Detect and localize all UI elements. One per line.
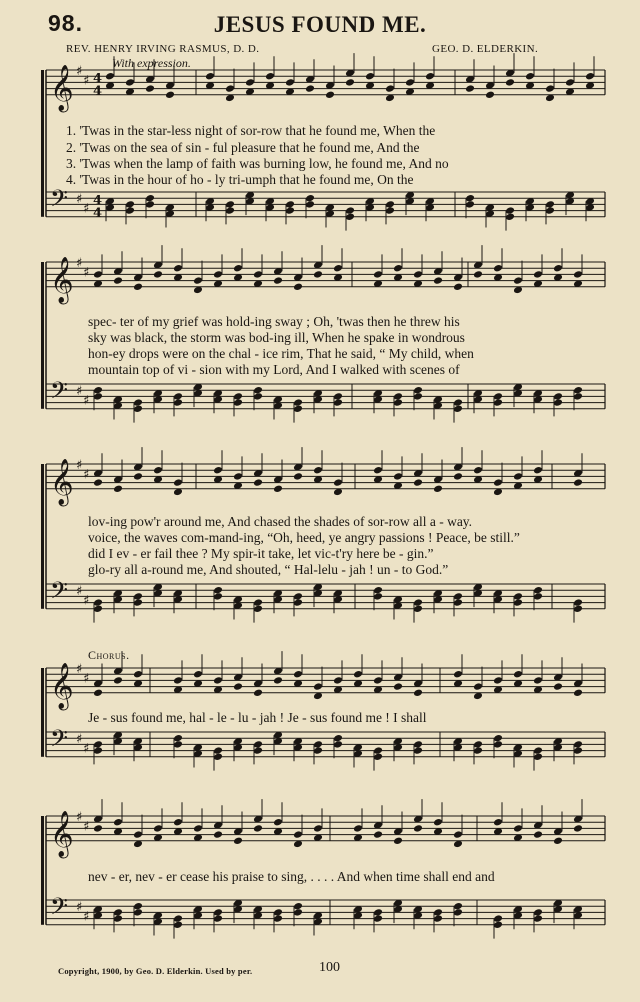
notehead: [385, 206, 395, 215]
notehead: [573, 605, 583, 614]
notehead: [133, 670, 143, 679]
notehead: [133, 592, 143, 601]
page-number: 100: [319, 960, 340, 975]
notehead: [133, 398, 143, 407]
notehead: [493, 676, 503, 685]
notehead: [293, 670, 303, 679]
notehead: [573, 689, 583, 698]
notehead: [305, 194, 315, 203]
notehead: [453, 908, 463, 917]
notehead: [573, 386, 583, 395]
notehead: [505, 213, 515, 222]
notehead: [433, 818, 443, 827]
notehead: [245, 78, 255, 87]
notehead: [113, 276, 123, 285]
notehead: [113, 908, 123, 917]
notehead: [213, 746, 223, 755]
notehead: [113, 676, 123, 685]
notehead: [433, 485, 443, 494]
notehead: [193, 670, 203, 679]
notehead: [113, 818, 123, 827]
notehead: [453, 592, 463, 601]
notehead: [373, 466, 383, 475]
notehead: [93, 746, 103, 755]
notehead: [513, 472, 523, 481]
notehead: [233, 682, 243, 691]
notehead: [253, 598, 263, 607]
notehead: [253, 689, 263, 698]
chorus-label: Chorus.: [88, 648, 130, 662]
notehead: [373, 592, 383, 601]
sharp-icon: ♯: [83, 593, 90, 609]
lyric-line: voice, the waves com-mand-ing, “Oh, heed, ye angry passions ! Peace, be still.”: [88, 530, 520, 545]
lyric-line: 3. 'Twas when the lamp of faith was burning low, he found me, And no: [66, 156, 449, 171]
notehead: [93, 824, 103, 833]
notehead: [513, 276, 523, 285]
notehead: [533, 586, 543, 595]
notehead: [293, 902, 303, 911]
notehead: [113, 485, 123, 494]
notehead: [553, 837, 563, 846]
notehead: [453, 283, 463, 292]
lyric-line: hon-ey drops were on the chal - ice rim, That he said, “ My child, when: [88, 346, 474, 361]
notehead: [493, 734, 503, 743]
time-signature: 4: [93, 193, 103, 209]
notehead: [173, 734, 183, 743]
notehead: [573, 746, 583, 755]
notehead: [213, 586, 223, 595]
notehead: [333, 478, 343, 487]
notehead: [145, 84, 155, 93]
notehead: [353, 670, 363, 679]
notehead: [293, 472, 303, 481]
notehead: [333, 264, 343, 273]
notehead: [413, 478, 423, 487]
sharp-icon: ♯: [83, 393, 90, 409]
notehead: [273, 914, 283, 923]
notehead: [265, 72, 275, 81]
notehead: [413, 386, 423, 395]
notehead: [453, 902, 463, 911]
notehead: [325, 91, 335, 100]
lyric-line: Je - sus found me, hal - le - lu - jah ! Je - sus found me ! I shall: [88, 710, 427, 725]
hymn-number: 98.: [48, 10, 83, 36]
notehead: [465, 194, 475, 203]
time-signature: 4: [93, 83, 103, 99]
notehead: [385, 200, 395, 209]
treble-clef-icon: 𝄞: [50, 662, 74, 709]
notehead: [305, 84, 315, 93]
notehead: [505, 206, 515, 215]
notehead: [345, 78, 355, 87]
notehead: [493, 914, 503, 923]
notehead: [233, 398, 243, 407]
notehead: [373, 908, 383, 917]
notehead: [433, 914, 443, 923]
lyric-line: did I ev - er fail thee ? My spir-it take, let vic-t'ry here be - gin.”: [88, 546, 434, 561]
notehead: [253, 386, 263, 395]
notehead: [573, 598, 583, 607]
notehead: [493, 264, 503, 273]
notehead: [133, 908, 143, 917]
notehead: [573, 740, 583, 749]
notehead: [393, 837, 403, 846]
notehead: [533, 830, 543, 839]
treble-clef-icon: 𝄞: [50, 256, 74, 303]
notehead: [453, 405, 463, 414]
notehead: [253, 605, 263, 614]
notehead: [273, 485, 283, 494]
notehead: [173, 818, 183, 827]
notehead: [293, 405, 303, 414]
notehead: [393, 264, 403, 273]
notehead: [533, 676, 543, 685]
sharp-icon: ♯: [76, 192, 83, 208]
notehead: [373, 676, 383, 685]
notehead: [453, 830, 463, 839]
notehead: [213, 676, 223, 685]
notehead: [413, 392, 423, 401]
notehead: [333, 676, 343, 685]
notehead: [213, 592, 223, 601]
notehead: [545, 200, 555, 209]
notehead: [373, 830, 383, 839]
notehead: [413, 746, 423, 755]
notehead: [533, 753, 543, 762]
notehead: [205, 72, 215, 81]
notehead: [513, 824, 523, 833]
notehead: [173, 676, 183, 685]
notehead: [373, 746, 383, 755]
notehead: [505, 78, 515, 87]
notehead: [253, 270, 263, 279]
bass-clef-icon: 𝄢: [50, 376, 69, 410]
notehead: [553, 392, 563, 401]
notehead: [133, 830, 143, 839]
notehead: [173, 392, 183, 401]
sharp-icon: ♯: [83, 909, 90, 925]
notehead: [133, 283, 143, 292]
notehead: [573, 478, 583, 487]
notehead: [573, 392, 583, 401]
notehead: [213, 466, 223, 475]
notehead: [233, 837, 243, 846]
notehead: [473, 270, 483, 279]
sharp-icon: ♯: [83, 741, 90, 757]
notehead: [105, 72, 115, 81]
sharp-icon: ♯: [83, 819, 90, 835]
notehead: [473, 746, 483, 755]
sharp-icon: ♯: [76, 256, 83, 271]
system-bracket: [41, 70, 44, 217]
sharp-icon: ♯: [76, 900, 83, 916]
notehead: [553, 682, 563, 691]
notehead: [93, 605, 103, 614]
notehead: [413, 605, 423, 614]
notehead: [153, 270, 163, 279]
bass-clef-icon: 𝄢: [50, 892, 69, 926]
notehead: [573, 270, 583, 279]
notehead: [125, 78, 135, 87]
treble-clef-icon: 𝄞: [50, 64, 74, 111]
notehead: [293, 283, 303, 292]
bass-clef-icon: 𝄢: [50, 576, 69, 610]
notehead: [545, 206, 555, 215]
notehead: [293, 592, 303, 601]
notehead: [533, 914, 543, 923]
notehead: [285, 78, 295, 87]
notehead: [473, 466, 483, 475]
notehead: [393, 392, 403, 401]
lyric-line: 2. 'Twas on the sea of sin - ful pleasure that he found me, And the: [66, 140, 420, 155]
notehead: [493, 478, 503, 487]
notehead: [173, 264, 183, 273]
sharp-icon: ♯: [76, 458, 83, 473]
notehead: [213, 908, 223, 917]
notehead: [193, 276, 203, 285]
notehead: [313, 740, 323, 749]
sharp-icon: ♯: [76, 662, 83, 677]
author-credit: REV. HENRY IRVING RASMUS, D. D.: [66, 43, 260, 55]
sharp-icon: ♯: [83, 73, 90, 89]
notehead: [553, 398, 563, 407]
notehead: [373, 586, 383, 595]
notehead: [273, 276, 283, 285]
notehead: [533, 746, 543, 755]
sharp-icon: ♯: [83, 201, 90, 217]
notehead: [293, 598, 303, 607]
notehead: [173, 921, 183, 930]
sharp-icon: ♯: [76, 732, 83, 748]
notehead: [573, 824, 583, 833]
notehead: [493, 740, 503, 749]
lyric-line: 4. 'Twas in the hour of ho - ly tri-umph that he found me, On the: [66, 172, 414, 187]
notehead: [253, 740, 263, 749]
notehead: [173, 478, 183, 487]
notehead: [225, 200, 235, 209]
notehead: [373, 914, 383, 923]
notehead: [345, 206, 355, 215]
notehead: [413, 740, 423, 749]
notehead: [253, 478, 263, 487]
notehead: [313, 270, 323, 279]
time-signature: 4: [93, 71, 103, 87]
notehead: [533, 908, 543, 917]
notehead: [333, 392, 343, 401]
notehead: [285, 206, 295, 215]
notehead: [485, 91, 495, 100]
notehead: [273, 676, 283, 685]
notehead: [213, 753, 223, 762]
notehead: [213, 830, 223, 839]
notehead: [113, 914, 123, 923]
notehead: [373, 753, 383, 762]
lyric-line: 1. 'Twas in the star-less night of sor-row that he found me, When the: [66, 123, 436, 138]
notehead: [553, 264, 563, 273]
notehead: [525, 72, 535, 81]
notehead: [93, 478, 103, 487]
notehead: [93, 689, 103, 698]
notehead: [313, 466, 323, 475]
lyric-line: lov-ing pow'r around me, And chased the shades of sor-row all a - way.: [88, 514, 473, 529]
notehead: [425, 72, 435, 81]
system-bracket: [41, 668, 44, 757]
notehead: [345, 213, 355, 222]
notehead: [533, 592, 543, 601]
notehead: [273, 818, 283, 827]
notehead: [313, 746, 323, 755]
notehead: [213, 270, 223, 279]
notehead: [545, 84, 555, 93]
notehead: [125, 206, 135, 215]
bass-clef-icon: 𝄢: [50, 184, 69, 218]
notehead: [453, 670, 463, 679]
notehead: [225, 84, 235, 93]
lyric-line: spec- ter of my grief was hold-ing sway ; Oh, 'twas then he threw his: [88, 314, 460, 329]
notehead: [453, 398, 463, 407]
tempo-marking: With expression.: [112, 56, 191, 70]
notehead: [253, 824, 263, 833]
sharp-icon: ♯: [76, 584, 83, 600]
notehead: [233, 264, 243, 273]
copyright-notice: Copyright, 1900, by Geo. D. Elderkin. Used by per.: [58, 966, 253, 976]
notehead: [153, 824, 163, 833]
notehead: [313, 824, 323, 833]
lyric-line: mountain top of vi - sion with my Lord, And I walked with scenes of: [88, 362, 460, 377]
notehead: [493, 392, 503, 401]
notehead: [513, 670, 523, 679]
notehead: [473, 740, 483, 749]
notehead: [273, 908, 283, 917]
notehead: [93, 386, 103, 395]
notehead: [493, 818, 503, 827]
notehead: [233, 392, 243, 401]
notehead: [385, 84, 395, 93]
notehead: [413, 598, 423, 607]
notehead: [305, 200, 315, 209]
notehead: [585, 72, 595, 81]
notehead: [173, 398, 183, 407]
notehead: [453, 472, 463, 481]
notehead: [93, 598, 103, 607]
bass-clef-icon: 𝄢: [50, 724, 69, 758]
notehead: [285, 200, 295, 209]
notehead: [333, 398, 343, 407]
notehead: [93, 740, 103, 749]
notehead: [165, 91, 175, 100]
sharp-icon: ♯: [83, 467, 90, 483]
notehead: [293, 908, 303, 917]
sharp-icon: ♯: [76, 810, 83, 825]
notehead: [293, 830, 303, 839]
composer-credit: GEO. D. ELDERKIN.: [432, 43, 539, 55]
notehead: [473, 682, 483, 691]
notehead: [413, 689, 423, 698]
notehead: [513, 592, 523, 601]
notehead: [493, 921, 503, 930]
notehead: [145, 194, 155, 203]
notehead: [145, 200, 155, 209]
notehead: [173, 914, 183, 923]
notehead: [293, 398, 303, 407]
sharp-icon: ♯: [76, 384, 83, 400]
notehead: [413, 824, 423, 833]
notehead: [193, 824, 203, 833]
notehead: [365, 72, 375, 81]
notehead: [465, 84, 475, 93]
notehead: [405, 78, 415, 87]
notehead: [333, 734, 343, 743]
treble-clef-icon: 𝄞: [50, 458, 74, 505]
lyric-line: nev - er, nev - er cease his praise to sing, . . . . And when time shall end and: [88, 869, 495, 884]
sharp-icon: ♯: [83, 671, 90, 687]
notehead: [125, 200, 135, 209]
notehead: [373, 270, 383, 279]
sharp-icon: ♯: [76, 64, 83, 79]
notehead: [513, 598, 523, 607]
notehead: [93, 270, 103, 279]
system-bracket: [41, 262, 44, 409]
notehead: [393, 472, 403, 481]
notehead: [225, 206, 235, 215]
notehead: [393, 398, 403, 407]
notehead: [173, 740, 183, 749]
system-bracket: [41, 464, 44, 609]
notehead: [133, 598, 143, 607]
notehead: [353, 824, 363, 833]
notehead: [133, 472, 143, 481]
notehead: [533, 270, 543, 279]
notehead: [213, 914, 223, 923]
system-bracket: [41, 816, 44, 925]
notehead: [433, 908, 443, 917]
notehead: [133, 902, 143, 911]
notehead: [333, 740, 343, 749]
treble-clef-icon: 𝄞: [50, 810, 74, 857]
notehead: [153, 466, 163, 475]
notehead: [413, 270, 423, 279]
lyric-line: sky was black, the storm was bod-ing ill, When he spake in wondrous: [88, 330, 465, 345]
notehead: [133, 405, 143, 414]
notehead: [465, 200, 475, 209]
notehead: [493, 398, 503, 407]
notehead: [253, 746, 263, 755]
notehead: [313, 682, 323, 691]
notehead: [393, 682, 403, 691]
hymn-title: JESUS FOUND ME.: [213, 12, 427, 37]
sharp-icon: ♯: [83, 265, 90, 281]
lyric-line: glo-ry all a-round me, And shouted, “ Hal-lelu - jah ! un - to God.”: [88, 562, 449, 577]
notehead: [453, 598, 463, 607]
notehead: [253, 392, 263, 401]
notehead: [565, 78, 575, 87]
time-signature: 4: [93, 205, 103, 221]
notehead: [93, 392, 103, 401]
notehead: [233, 472, 243, 481]
notehead: [433, 276, 443, 285]
notehead: [533, 466, 543, 475]
